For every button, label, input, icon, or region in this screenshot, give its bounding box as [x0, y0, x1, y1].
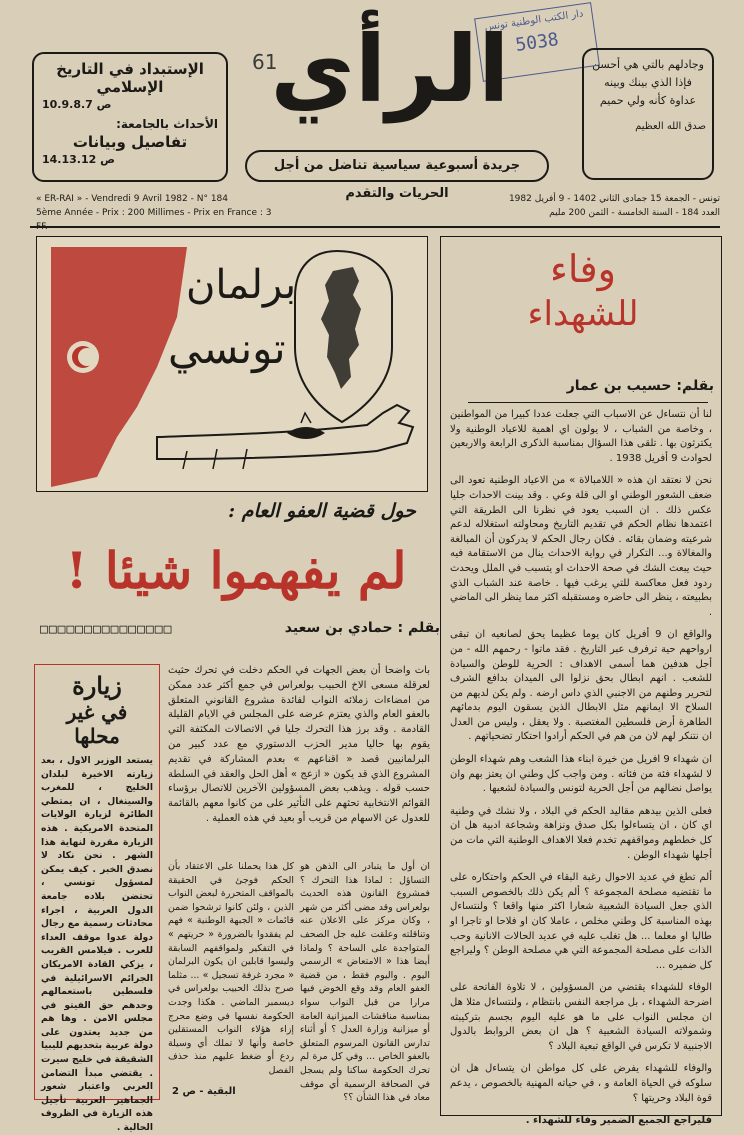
masthead-divider	[30, 226, 720, 228]
right-article-rule	[468, 402, 708, 403]
quran-quote: وجادلهم بالتي هي أحسن فإذا الذي بينك وبينه عداوة كأنه ولي حميم	[592, 58, 704, 107]
ziyara-sidebar-box	[34, 664, 160, 1134]
main-article-column-2: كل هذا يحملنا على الاعتقاد بأن الحكم فوجئ في الحقيقة بالمواقف المتحررة لبعض النواب الذين ، ولئن كانوا ترشحوا ضمن قائمات « الجبهة الوطنية » فهم لم يفقدوا بالضرورة « حريتهم » في التفكير ولمواقفهم السابقة وليسوا قابلين ان يكون البرلمان « مجرد غرفة تسجيل » ... مثلما صرح بذلك الحبيب بولعراس في ديسمبر الماضي . هكذا وجدت الحكومة نفسها في وضع محرج إزاء هؤلاء النواب المستقلين خاصة وأنها لا تملك أي وسيلة ردع أو ضغط عليهم منذ حذف الفصل	[168, 861, 294, 1076]
ziyara-text: يستعد الوزير الاول ، بعد زيارته الاخيرة لبلدان الخليج ، للمغرب والسينغال ، ان يمتطي الطائرة لزيارة الولايات المتحدة الامريكية . هذه الزيارة مقررة لنهاية هذا الشهر . نحن نكاد لا نصدق الخبر . كيف يمكن لمسؤول تونسي ، تحتضن بلاده جامعة الدول العربية ، اجراء محادثات رسمية مع رجال دولة عدوا موقف العداء للعرب . فيلامس القريب ، يزكي القادة الامريكان الجرائم الاسرائيلية في فلسطين باستعمالهم وحدهم حق الفيتو في مجلس الامن . وها هم من جديد يعتدون على دولة عربية بتحديهم لليبيا الشقيقة في خليج سيرت . يقتضي مبدأ التضامن العربي واعتبار شعور الجماهير العربية تأجيل هذه الزيارة في الظروف الحالية .	[41, 755, 153, 1134]
main-article-column-1: ان أول ما يتبادر الى الذهن هو التساؤل : لماذا هذا التحرك ؟ فمشروع القانون هذه الحديث بولعراس وقد مضى أكثر من شهر ، وكان مركز على الاعلان عنه وتناقلته وعلقت عليه جل الصحف المتواجدة على الساحة ؟ ولماذا أيضا هذا « الامتعاض » الرسمي اليوم . واليوم فقط ، من قضية العفو العام وقد وقع الخوض فيها مرارا من قبل النواب سواء بمناسبة مناقشات الميزانية العامة أو ميزانية وزارة العدل ؟ أو أثناء تدارس القانون المرسوم المتعلق بالعفو الخاص ... وفي كل مرة لم تحرك الحكومة ساكنا ولم يسجل في الصحافة الرسمية أي موقف معاد في هذا الشأن ؟؟	[300, 861, 430, 1104]
right-title-line-2: للشهداء	[527, 294, 639, 334]
newspaper-tagline: جريدة أسبوعية سياسية تناضل من أجل الحريات والتقدم	[245, 150, 549, 182]
right-paragraph: لنا أن نتساءل عن الاسباب التي جعلت عددا كبيرا من المواطنين ، وخاصة من الشباب ، لا يولون اي اهمية للاعياد الوطنية ولا يكترثون بها . تلقى هذا السؤال بمناسبة الذكرى الرابعة والاربعين لحوادث 9 أفريل 1938 .	[450, 409, 712, 464]
right-article-title	[452, 246, 714, 366]
quran-source: صدق الله العظيم	[635, 121, 706, 132]
issue-info-fr-1: « ER-RAI » - Vendredi 9 Avril 1982 - N° 184	[36, 194, 229, 204]
main-article-headline: لم يفهموا شيئا !	[65, 541, 407, 600]
right-paragraph: الوفاء للشهداء يقتضي من المسؤولين ، لا تلاوة الفاتحة على اضرحة الشهداء ، بل مراجعة النفس بانتظام ، ولنتساءل مثلا هل ان مجلس النواب على ما هو عليه اليوم بجسم بتركيبته وشمولاته السيادة الشعبية ؟ هل ان بعض الروابط بالدول الاجنبية لا تكرس في الواقع تبعية البلاد ؟	[450, 982, 712, 1052]
right-paragraph: ان شهداء 9 افريل من خيرة ابناء هذا الشعب وهم شهداء الوطن لا لشهداء فئة من فئاته . ومن واجب كل وطني ان يعتز بهم وان يواصل نضالهم من أجل الحرية لتونس والسيادة لشعبها .	[450, 754, 712, 795]
contents-subhead: الأحداث بالجامعة:	[116, 117, 218, 131]
right-paragraph: ألم تطغ في عديد الاحوال رغبة البقاء في الحكم واحتكاره على ما تقتضيه مصلحة المجموعة ؟ ألم يكن ذلك بالخصوص السبب الذي جعل السيادة الشعبية شعارا اكثر منها واقعا ؟ ولنتساءل بهذه المناسبة كل وطني مخلص ، عاملا كان او فلاحا او تاجرا او طالبا او معلما ... هل تغلب عليه في عديد الحالات الانانية وحب الذات على مصلحة المجموعة التي هي مصلحة الوطن ؟ وليراجع كل ضميره ...	[450, 872, 712, 971]
main-article-byline: بقلم : حمادي بن سعيد	[284, 620, 440, 636]
right-paragraph: والوفاء للشهداء يفرض على كل مواطن ان يتساءل هل ان سلوكه في الحياة العامة و ، في حياته المهنية بالخصوص ، يدعم قوة البلاد وحريتها ؟	[450, 1063, 712, 1104]
right-paragraph: نحن لا نعتقد ان هذه « اللامبالاة » من الاعياد الوطنية تعود الى ضعف الشعور الوطني او الى قلة وعي . وقد بينت الاحداث جليا عكس ذلك . ان السبب يعود في نظرنا الى الطريقة التي اعتمدها نظام الحكم في تقديم التاريخ ومحاولته استغلاله لدعم شرعيته وضمان بقائه . فكان رجال الحكم لا يدركون أن المبالغة والمغالاة و... التكرار في رواية الاحداث ينال من الاستقامة فيه حيث يبعث الشك في صحة الاحداث او يتسبب في الملل ويحدث ردود فعل معاكسة للتي يرغب فيها . خاصة عند الشباب الذي بطبيعته ، ينظر الى حاضره ومستقبله اكثر مما ينظر الى الماضي .	[450, 475, 712, 618]
cartoon-word-tunisian: تونسي	[168, 324, 286, 373]
stamp-number: 5038	[514, 29, 560, 56]
right-paragraph: فليراجع الجميع الضمير وفاء للشهداء .	[525, 1115, 712, 1127]
stamp-text: دار الكتب الوطنية تونس	[483, 8, 585, 34]
ziyara-title-2: في غير محلها	[66, 700, 128, 748]
right-title-line-1: وفاء	[550, 247, 616, 291]
main-article-intro: بات واضحا أن بعض الجهات في الحكم دخلت في تحرك حثيث لعرقلة مسعى الاخ الحبيب بولعراس في جمع أكثر عدد ممكن من امضاءات زملائه النواب لفائدة مشروع القانوني المتعلق بالعفو العام والذي يعتزم عرضه على المجلس في الايام القليلة القادمة . وقد برز هذا التحرك جليا في الاتصالات المكثفة التي يقوم بها حاليا مدير الحزب الدستوري مع عدد كبير من البرلمانيين قصد « اقناعهم » بعدم المشاركة في تقديم المشروع الذي قد يكون « ازعج » أهل الحل والعقد في السلطة حسب قوله . ويذهب بعض المسؤولين الآخرين للاتصال برؤساء القوائم الانتخابية تحثهم على التأثير على من كانوا معهم بالقائمة للعدول عن الاسهام من قريب أو بعيد في هذه العملية .	[168, 665, 430, 824]
contents-heading: الإستبداد في التاريخ الإسلامي	[56, 60, 204, 96]
decorative-boxes: □□□□□□□□□□□□□□□	[40, 622, 173, 637]
continued-note: البقية - ص 2	[172, 1086, 236, 1097]
issue-info-fr-2: 5ème Année - Prix : 200 Millimes - Prix en France : 3	[36, 208, 272, 218]
contents-box-left	[32, 52, 228, 182]
contents-pages-2: ص 14.13.12	[42, 153, 115, 166]
handwritten-number: 61	[252, 50, 278, 74]
quran-quote-box	[582, 48, 714, 180]
issue-info-ar-2: العدد 184 - السنة الخامسة - الثمن 200 مليم	[549, 208, 720, 218]
right-article-body	[450, 408, 712, 1129]
ziyara-title-1: زيارة	[72, 671, 122, 700]
issue-info-arabic	[470, 192, 720, 220]
right-article-byline: بقلم: حسيب بن عمار	[566, 378, 714, 394]
right-paragraph: والواقع ان 9 أفريل كان يوما عظيما يحق لصانعيه ان تبقى ارواحهم حية ترفرف عبر التاريخ . فقد ماتوا - رحمهم الله - من أجل هدفين هما أسمى الاهداف : الحرية للوطن والسيادة للشعب . انهم ابطال بحق نزلوا الى الميدان بدافع الشرف لتحرير وطنهم من الاجنبي الذي داس ارضه . ولم يكن لديهم من السلاح الا ايمانهم مثل الابطال الذين يسقون اليوم بدمائهم الطاهرة أرض فلسطين المغتصبة . ولا يعقل ، وليس من العدل ان نتنكر لهم لان من هم في الحكم أرادوا احتكار تضحياتهم .	[450, 629, 712, 743]
main-article-kicker: حول قضية العفو العام :	[228, 500, 416, 522]
contents-pages-1: ص 10.9.8.7	[42, 98, 112, 111]
right-paragraph: فعلى الذين بيدهم مقاليد الحكم في البلاد ، ولا نشك في وطنية اي كان ، ان يتساءلوا بكل صدق ونزاهة وشجاعة ادبية هل ان كل خططهم ومواقفهم تخدم فعلا الاهداف الوطنية التي مات من أجلها شهداء الوطن .	[450, 805, 712, 861]
contents-line: تفاصيل وبيانات	[72, 133, 188, 151]
issue-info-ar-1: تونس - الجمعة 15 جمادى الثاني 1402 - 9 أفريل 1982	[508, 194, 720, 204]
cartoon-word-parliament: برلمان	[186, 262, 297, 308]
newspaper-title: الرأي	[270, 16, 510, 123]
